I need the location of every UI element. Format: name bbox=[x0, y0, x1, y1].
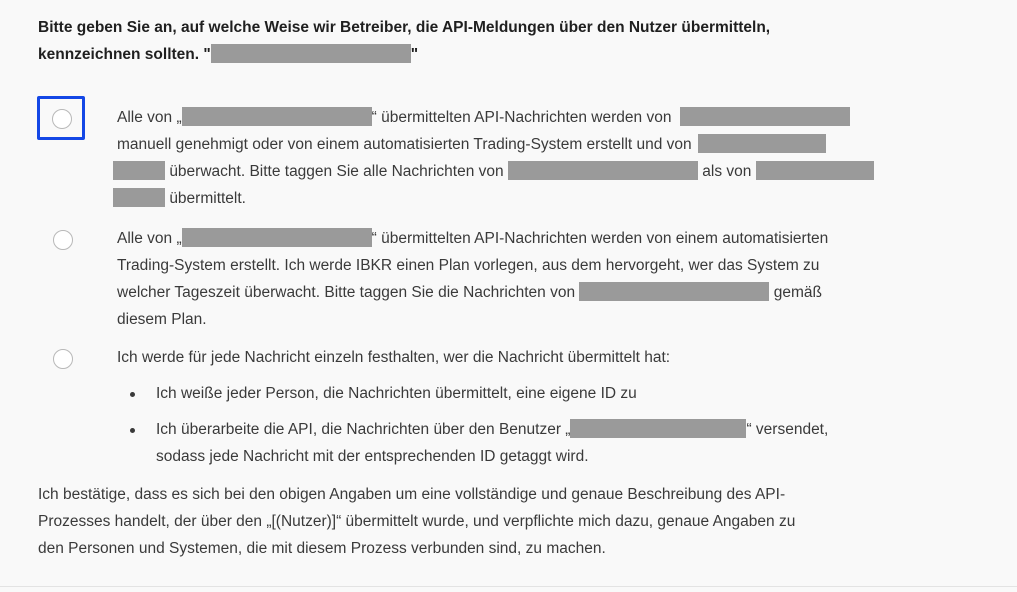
option-2-line-1 bbox=[117, 225, 957, 252]
confirmation-line-1: Ich bestätige, dass es sich bei den obigen Angaben um eine vollständige und genaue Beschreibung des API- bbox=[38, 486, 786, 503]
question-close-quote: " bbox=[410, 46, 419, 63]
option-2-line-3 bbox=[117, 279, 957, 306]
confirmation-text bbox=[38, 481, 988, 562]
redacted-block bbox=[698, 134, 826, 153]
option-2-text-a: Alle von „ bbox=[117, 230, 182, 247]
option-1-text-b: “ übermittelten API-Nachrichten werden von bbox=[371, 109, 672, 126]
bottom-divider bbox=[0, 586, 1017, 587]
option-2-line-4: diesem Plan. bbox=[117, 311, 207, 328]
question-line-2 bbox=[38, 41, 988, 68]
option-1-line-2 bbox=[117, 131, 957, 158]
confirmation-line-3: den Personen und Systemen, die mit diesem Prozess verbunden sind, zu machen. bbox=[38, 540, 606, 557]
confirmation-line-2: Prozesses handelt, der über den „[(Nutzer)]“ übermittelt wurde, und verpflichte mich dazu, genaue Angaben zu bbox=[38, 513, 796, 530]
option-1-line-3 bbox=[117, 158, 957, 185]
option-3-bullets bbox=[128, 380, 968, 470]
bullet-item-2 bbox=[128, 416, 968, 470]
redacted-block bbox=[756, 161, 874, 180]
question-line-2-text: kennzeichnen sollten. " bbox=[38, 46, 211, 63]
bullet-2-line-2: sodass jede Nachricht mit der entsprechenden ID getaggt wird. bbox=[156, 448, 589, 465]
option-3-intro: Ich werde für jede Nachricht einzeln festhalten, wer die Nachricht übermittelt hat: bbox=[117, 349, 671, 366]
bullet-1-text: Ich weiße jeder Person, die Nachrichten übermittelt, eine eigene ID zu bbox=[156, 385, 637, 402]
option-3-text bbox=[117, 344, 957, 371]
bullet-dot bbox=[130, 392, 135, 397]
redacted-block bbox=[113, 161, 165, 180]
option-1-text-d: überwacht. Bitte taggen Sie alle Nachrichten von bbox=[169, 163, 504, 180]
radio-option-1-focus[interactable] bbox=[37, 96, 85, 140]
radio-option-3[interactable] bbox=[53, 349, 73, 369]
option-1-text-e: als von bbox=[702, 163, 752, 180]
redacted-block bbox=[579, 282, 769, 301]
option-1-text-a: Alle von „ bbox=[117, 109, 182, 126]
question-title bbox=[38, 14, 988, 68]
option-1-line-1 bbox=[117, 104, 957, 131]
option-2-text-b: “ übermittelten API-Nachrichten werden von einem automatisierten bbox=[371, 230, 829, 247]
question-line-1: Bitte geben Sie an, auf welche Weise wir Betreiber, die API-Meldungen über den Nutzer übermitteln, bbox=[38, 19, 771, 36]
redacted-block bbox=[182, 107, 372, 126]
redacted-block bbox=[113, 188, 165, 207]
bullet-item-1 bbox=[128, 380, 968, 416]
option-1-text-c: manuell genehmigt oder von einem automatisierten Trading-System erstellt und von bbox=[117, 136, 692, 153]
redacted-block bbox=[570, 419, 746, 438]
radio-option-1[interactable] bbox=[52, 109, 72, 129]
bullet-dot bbox=[130, 428, 135, 433]
bullet-2-line-1 bbox=[156, 416, 968, 443]
option-2-text bbox=[117, 225, 957, 333]
redacted-block bbox=[508, 161, 698, 180]
bullet-2-text-b: “ versendet, bbox=[746, 421, 829, 438]
option-2-line-2: Trading-System erstellt. Ich werde IBKR einen Plan vorlegen, aus dem hervorgeht, wer das System zu bbox=[117, 257, 820, 274]
redacted-block bbox=[680, 107, 850, 126]
redacted-block bbox=[182, 228, 372, 247]
option-2-text-c: welcher Tageszeit überwacht. Bitte taggen Sie die Nachrichten von bbox=[117, 284, 576, 301]
bullet-2-text-a: Ich überarbeite die API, die Nachrichten über den Benutzer „ bbox=[156, 421, 571, 438]
redacted-block bbox=[211, 44, 411, 63]
option-2-text-d: gemäß bbox=[773, 284, 822, 301]
option-1-text bbox=[117, 104, 957, 212]
option-1-line-4 bbox=[117, 185, 957, 212]
option-1-text-f: übermittelt. bbox=[169, 190, 246, 207]
radio-option-2[interactable] bbox=[53, 230, 73, 250]
